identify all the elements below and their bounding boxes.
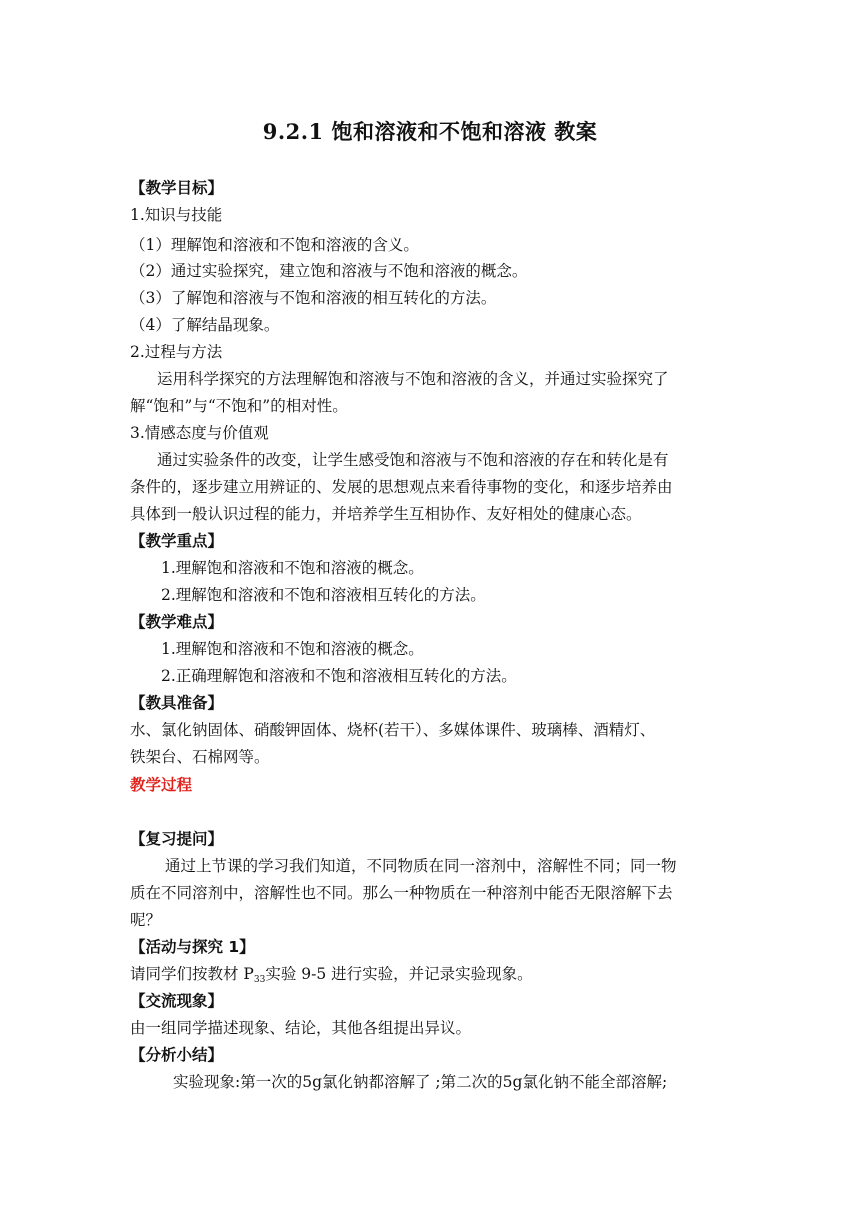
section-heading-objectives: 【教学目标】 [130,179,224,197]
objective-item: （2）通过实验探究，建立饱和溶液与不饱和溶液的概念。 [130,262,528,280]
objective-item: （4）了解结晶现象。 [130,316,280,334]
section-heading-materials: 【教具准备】 [130,694,224,712]
paragraph-line: 呢？ [130,911,162,929]
paragraph-line: 铁架台、石棉网等。 [130,748,270,766]
paragraph-line: 运用科学探究的方法理解饱和溶液与不饱和溶液的含义，并通过实验探究了 [157,370,669,388]
list-item: 2.正确理解饱和溶液和不饱和溶液相互转化的方法。 [161,667,517,685]
document-title: 9.2.1 饱和溶液和不饱和溶液 教案 [262,119,598,144]
list-item: 1.理解饱和溶液和不饱和溶液的概念。 [161,559,424,577]
paragraph-line: 水、氯化钠固体、硝酸钾固体、烧杯(若干）、多媒体课件、玻璃棒、酒精灯、 [130,721,656,739]
paragraph-line: 通过实验条件的改变，让学生感受饱和溶液与不饱和溶液的存在和转化是有 [157,451,669,469]
text-segment: 请同学们按教材 P [130,965,254,983]
paragraph-line: 实验现象:第一次的5g氯化钠都溶解了 ;第二次的5g氯化钠不能全部溶解; [173,1073,668,1091]
paragraph-line: 通过上节课的学习我们知道，不同物质在同一溶剂中，溶解性不同；同一物 [165,857,677,875]
objective-item: （1）理解饱和溶液和不饱和溶液的含义。 [130,236,419,254]
subheading-process: 2.过程与方法 [130,343,223,361]
list-item: 2.理解饱和溶液和不饱和溶液相互转化的方法。 [161,586,486,604]
section-heading-review: 【复习提问】 [130,830,224,848]
page-subscript: 33 [253,975,266,985]
section-heading-teaching-process: 教学过程 [130,776,193,794]
section-heading-summary: 【分析小结】 [130,1046,224,1064]
paragraph-line: 由一组同学描述现象、结论，其他各组提出异议。 [130,1019,472,1037]
paragraph-line: 条件的，逐步建立用辨证的、发展的思想观点来看待事物的变化，和逐步培养由 [130,478,673,496]
subheading-knowledge: 1.知识与技能 [130,206,223,224]
paragraph-line: 具体到一般认识过程的能力，并培养学生互相协作、友好相处的健康心态。 [130,505,642,523]
paragraph-line: 质在不同溶剂中，溶解性也不同。那么一种物质在一种溶剂中能否无限溶解下去 [130,884,673,902]
section-heading-exchange: 【交流现象】 [130,992,224,1010]
text-segment: 实验 9-5 进行实验，并记录实验现象。 [265,965,533,983]
section-heading-activity: 【活动与探究 1】 [130,938,255,956]
paragraph-line: 解“饱和”与“不饱和”的相对性。 [130,397,348,415]
section-heading-key-points: 【教学重点】 [130,532,224,550]
subheading-attitude: 3.情感态度与价值观 [130,424,269,442]
objective-item: （3）了解饱和溶液与不饱和溶液的相互转化的方法。 [130,289,497,307]
section-heading-difficulties: 【教学难点】 [130,613,224,631]
list-item: 1.理解饱和溶液和不饱和溶液的概念。 [161,640,424,658]
